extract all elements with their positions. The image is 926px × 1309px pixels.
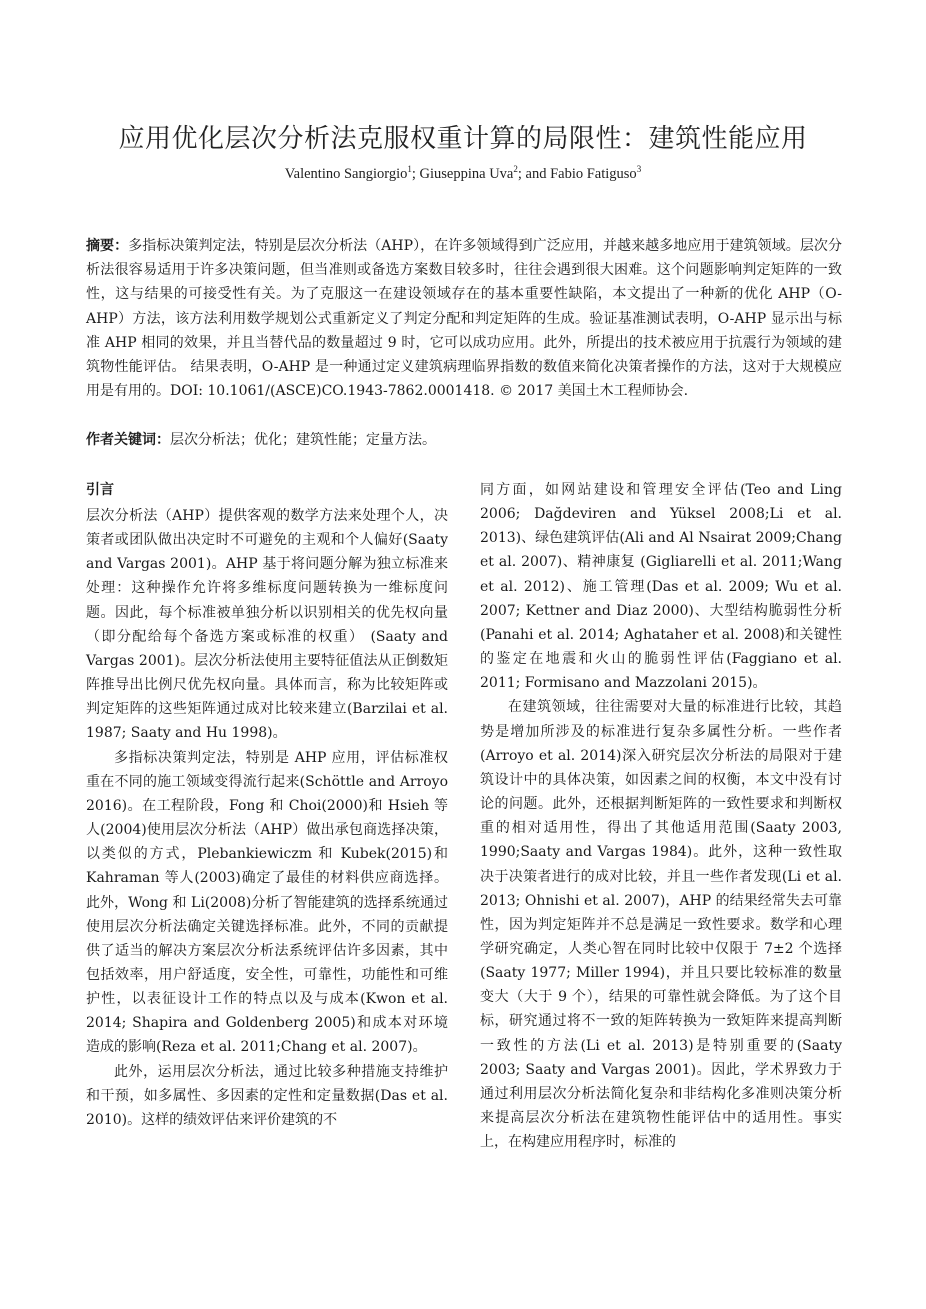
author-separator: ; [411, 166, 420, 182]
author-line [0, 166, 926, 183]
affiliation-mark: 2 [513, 164, 518, 175]
keywords-label: 作者关键词： [86, 432, 170, 448]
affiliation-mark: 3 [636, 164, 642, 175]
keywords [86, 428, 842, 452]
author-name: Giuseppina Uva [419, 166, 514, 182]
author-name: Fabio Fatiguso [550, 166, 637, 182]
abstract-text: 多指标决策判定法，特别是层次分析法（AHP），在许多领域得到广泛应用，并越来越多地应用于建筑领域。层次分析法很容易适用于许多决策问题，但当准则或备选方案数目较多时，往往会遇到很大困难。这个问题影响判定矩阵的一致性，这与结果的可接受性有关。为了克服这一在建设领域存在的基本重要性缺陷，本文提出了一种新的优化 AHP（O-AHP）方法，该方法利用数学规划公式重新定义了判定分配和判定矩阵的生成。验证基准测试表明，O-AHP 显示出与标准 AHP 相同的效果，并且当替代品的数量超过 9 时，它可以成功应用。此外，所提出的技术被应用于抗震行为领域的建筑物性能评估。 结果表明，O-AHP 是一种通过定义建筑病理临界指数的数值来简化决策者操作的方法，这对于大规模应用是有用的。DOI: 10.1061/(ASCE)CO.1943-7862.0001418. © 2017 美国土木工程师协会. [86, 238, 842, 400]
paper-title: 应用优化层次分析法克服权重计算的局限性：建筑性能应用 [118, 124, 808, 154]
paragraph: 多指标决策判定法，特别是 AHP 应用，评估标准权重在不同的施工领域变得流行起来(Schöttle and Arroyo 2016)。在工程阶段，Fong 和 Choi(2000)和 Hsieh 等人(2004)使用层次分析法（AHP）做出承包商选择决策，以类似的方式，Plebankiewiczm 和 Kubek(2015)和 Kahraman 等人(2003)确定了最佳的材料供应商选择。此外，Wong 和 Li(2008)分析了智能建筑的选择系统通过使用层次分析法确定关键选择标准。此外，不同的贡献提供了适当的解决方案层次分析法系统评估许多因素，其中包括效率，用户舒适度，安全性，可靠性，功能性和可维护性，以表征设计工作的特点以及与成本(Kwon et al. 2014; Shapira and Goldenberg 2005)和成本对环境造成的影响(Reza et al. 2011;Chang et al. 2007)。 [86, 749, 448, 1056]
keywords-text: 层次分析法；优化；建筑性能；定量方法。 [170, 432, 436, 448]
abstract-label: 摘要： [86, 238, 129, 254]
author-separator: ; and [517, 166, 551, 182]
paragraph: 层次分析法（AHP）提供客观的数学方法来处理个人，决策者或团队做出决定时不可避免的主观和个人偏好(Saaty and Vargas 2001)。AHP 基于将问题分解为独立标准来处理：这种操作允许将多维标度问题转换为一维标度问题。因此，每个标准被单独分析以识别相关的优先权向量（即分配给每个备选方案或标准的权重） (Saaty and Vargas 2001)。层次分析法使用主要特征值法从正倒数矩阵推导出比例尺优先权向量。具体而言，称为比较矩阵或判定矩阵的这些矩阵通过成对比较来建立(Barzilai et al. 1987; Saaty and Hu 1998)。 [86, 508, 448, 742]
affiliation-mark: 1 [407, 164, 412, 175]
author-name: Valentino Sangiorgio [284, 166, 408, 182]
section-heading: 引言 [86, 482, 114, 498]
paragraph: 在建筑领域，往往需要对大量的标准进行比较，其趋势是增加所涉及的标准进行复杂多属性分析。一些作者(Arroyo et al. 2014)深入研究层次分析法的局限对于建筑设计中的具体决策，如因素之间的权衡，本文中没有讨论的问题。此外，还根据判断矩阵的一致性要求和判断权重的相对适用性，得出了其他适用范围(Saaty 2003, 1990;Saaty and Vargas 1984)。此外，这种一致性取决于决策者进行的成对比较，并且一些作者发现(Li et al. 2013; Ohnishi et al. 2007)，AHP 的结果经常失去可靠性，因为判定矩阵并不总是满足一致性要求。数学和心理学研究确定，人类心智在同时比较中仅限于 7±2 个选择(Saaty 1977; Miller 1994)，并且只要比较标准的数量变大（大于 9 个），结果的可靠性就会降低。为了这个目标，研究通过将不一致的矩阵转换为一致矩阵来提高判断一致性的方法(Li et al. 2013)是特别重要的(Saaty 2003; Saaty and Vargas 2001)。因此，学术界致力于通过利用层次分析法简化复杂和非结构化多准则决策分析来提高层次分析法在建筑物性能评估中的适用性。事实上，在构建应用程序时，标准的 [480, 699, 842, 1151]
right-column [480, 478, 842, 1154]
paragraph: 同方面，如网站建设和管理安全评估(Teo and Ling 2006; Dağdeviren and Yüksel 2008;Li et al. 2013)、绿色建筑评估(Ali and Al Nsairat 2009;Chang et al. 2007)、精神康复 (Gigliarelli et al. 2011;Wang et al. 2012)、施工管理(Das et al. 2009; Wu et al. 2007; Kettner and Diaz 2000)、大型结构脆弱性分析(Panahi et al. 2014; Aghataher et al. 2008)和关键性的鉴定在地震和火山的脆弱性评估(Faggiano et al. 2011; Formisano and Mazzolani 2015)。 [480, 482, 842, 692]
paragraph: 此外，运用层次分析法，通过比较多种措施支持维护和干预，如多属性、多因素的定性和定量数据(Das et al. 2010)。这样的绩效评估来评价建筑的不 [86, 1063, 448, 1128]
left-column [86, 478, 448, 1132]
abstract [86, 234, 842, 403]
